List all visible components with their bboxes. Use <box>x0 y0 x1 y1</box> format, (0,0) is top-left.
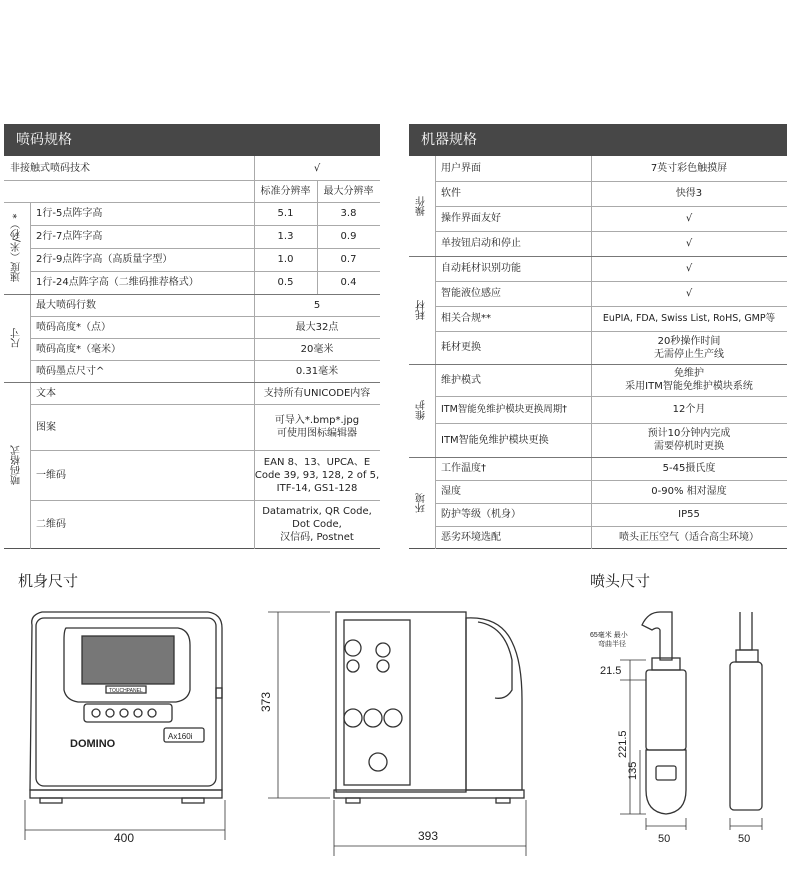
speed-std: 5.1 <box>277 208 294 219</box>
maint-row-label: 维护模式 <box>441 374 481 386</box>
env-row-value: 5-45摄氏度 <box>662 463 716 474</box>
env-row-value: 喷头正压空气（适合高尘环境） <box>619 532 759 543</box>
size-side-label: 尺寸 <box>11 328 23 348</box>
format-row-value: 可导入*.bmp*.jpg 可使用图标编辑器 <box>274 415 360 439</box>
speed-std: 1.0 <box>277 254 294 265</box>
head-bend-2: 弯曲半径 <box>598 641 626 648</box>
speed-row-label: 1行-5点阵字高 <box>36 208 103 219</box>
consumables-side-label: 耗材 <box>416 300 428 320</box>
touchpanel-text: TOUCHPANEL <box>109 688 143 694</box>
cons-row-label: 相关合规** <box>441 313 491 324</box>
format-row-label: 二维码 <box>36 519 66 530</box>
dim-head-21: 21.5 <box>600 665 622 677</box>
cons-row-value: √ <box>685 263 693 274</box>
maint-row-label: ITM智能免维护模块更换周期† <box>441 404 568 415</box>
size-row-value: 0.31毫米 <box>295 365 339 377</box>
row-label: 非接触式喷码技术 <box>10 162 90 174</box>
machine-spec-title: 机器规格 <box>409 124 787 156</box>
maint-row-label: ITM智能免维护模块更换 <box>441 434 549 446</box>
env-row-value: 0-90% 相对湿度 <box>651 486 727 497</box>
cons-row-label: 耗材更换 <box>441 342 481 353</box>
operation-side-label: 操作 <box>416 196 428 216</box>
speed-row-label: 1行-24点阵字高（二维码推荐格式） <box>36 277 199 288</box>
cons-row-value: √ <box>685 288 693 299</box>
speed-row-label: 2行-7点阵字高 <box>36 231 103 242</box>
cons-row-label: 自动耗材识别功能 <box>441 263 521 274</box>
env-row-label: 防护等级（机身） <box>441 509 521 520</box>
col-std-header: 标准分辨率 <box>260 185 311 197</box>
print-spec-title: 喷码规格 <box>4 124 380 156</box>
op-row-value: 7英寸彩色触摸屏 <box>650 163 728 174</box>
dim-width-front: 400 <box>114 831 135 845</box>
op-row-label: 软件 <box>441 188 461 199</box>
size-row-value: 20毫米 <box>300 343 334 355</box>
format-row-label: 图案 <box>36 421 56 433</box>
env-row-label: 恶劣环境选配 <box>441 532 501 543</box>
cons-row-label: 智能液位感应 <box>441 288 501 299</box>
op-row-label: 单按钮启动和停止 <box>441 238 521 249</box>
op-row-label: 操作界面友好 <box>441 213 501 224</box>
op-row-label: 用户界面 <box>441 163 481 174</box>
maint-row-value: 免维护 采用ITM智能免维护模块系统 <box>625 368 753 392</box>
speed-std: 1.3 <box>277 231 294 242</box>
op-row-value: √ <box>685 238 693 249</box>
head-bend-1: 65毫米 最小 <box>590 632 628 639</box>
environment-side-label: 环境 <box>416 493 428 513</box>
env-row-label: 湿度 <box>441 486 461 497</box>
speed-std: 0.5 <box>277 277 294 288</box>
maint-row-value: 12个月 <box>672 404 706 415</box>
print-spec-table <box>4 124 380 549</box>
format-side-label: 喷码格式 <box>11 445 23 486</box>
speed-max: 0.7 <box>340 254 357 265</box>
body-dimensions-title: 机身尺寸 <box>18 572 79 590</box>
size-row-label: 喷码墨点尺寸^ <box>36 365 105 377</box>
cons-row-value: EuPIA, FDA, Swiss List, RoHS, GMP等 <box>602 313 776 324</box>
dim-head-w1: 50 <box>658 833 671 845</box>
dim-head-135: 135 <box>627 761 639 780</box>
head-dimensions-title: 喷头尺寸 <box>590 572 651 590</box>
dim-height: 373 <box>259 691 273 712</box>
maintenance-side-label: 维护 <box>416 400 428 421</box>
speed-max: 0.4 <box>340 277 357 288</box>
brand-text: DOMINO <box>70 738 116 750</box>
speed-max: 3.8 <box>340 208 357 219</box>
format-row-value: EAN 8、13、UPCA、E Code 39, 93, 128, 2 of 5, ITF-14, GS1-128 <box>254 456 380 494</box>
format-row-label: 文本 <box>36 387 56 399</box>
maint-row-value: 预计10分钟内完成 需要停机时更换 <box>647 428 731 452</box>
size-row-label: 最大喷码行数 <box>36 299 96 311</box>
format-row-label: 一维码 <box>36 469 66 481</box>
size-row-label: 喷码高度*（点） <box>36 321 111 333</box>
dim-depth: 393 <box>418 829 439 843</box>
op-row-value: 快得3 <box>675 188 703 199</box>
env-row-value: IP55 <box>678 509 700 520</box>
row-value: √ <box>313 162 321 174</box>
format-row-value: Datamatrix, QR Code, Dot Code, 汉信码, Postnet <box>262 506 372 543</box>
size-row-value: 5 <box>313 299 321 311</box>
cons-row-value: 20秒操作时间 无需停止生产线 <box>654 335 724 360</box>
model-text: Ax160i <box>168 732 193 741</box>
speed-side-label: 速度（米/秒）* <box>11 213 23 283</box>
size-row-label: 喷码高度*（毫米） <box>36 343 121 355</box>
col-max-header: 最大分辨率 <box>323 185 374 197</box>
format-row-value: 支持所有UNICODE内容 <box>263 387 371 399</box>
dim-head-w2: 50 <box>738 833 751 845</box>
speed-max: 0.9 <box>340 231 357 242</box>
dim-head-221: 221.5 <box>617 730 629 758</box>
speed-row-label: 2行-9点阵字高（高质量字型） <box>36 254 173 265</box>
size-row-value: 最大32点 <box>295 321 339 333</box>
op-row-value: √ <box>685 213 693 224</box>
machine-spec-table <box>409 124 787 549</box>
env-row-label: 工作温度† <box>441 463 486 474</box>
